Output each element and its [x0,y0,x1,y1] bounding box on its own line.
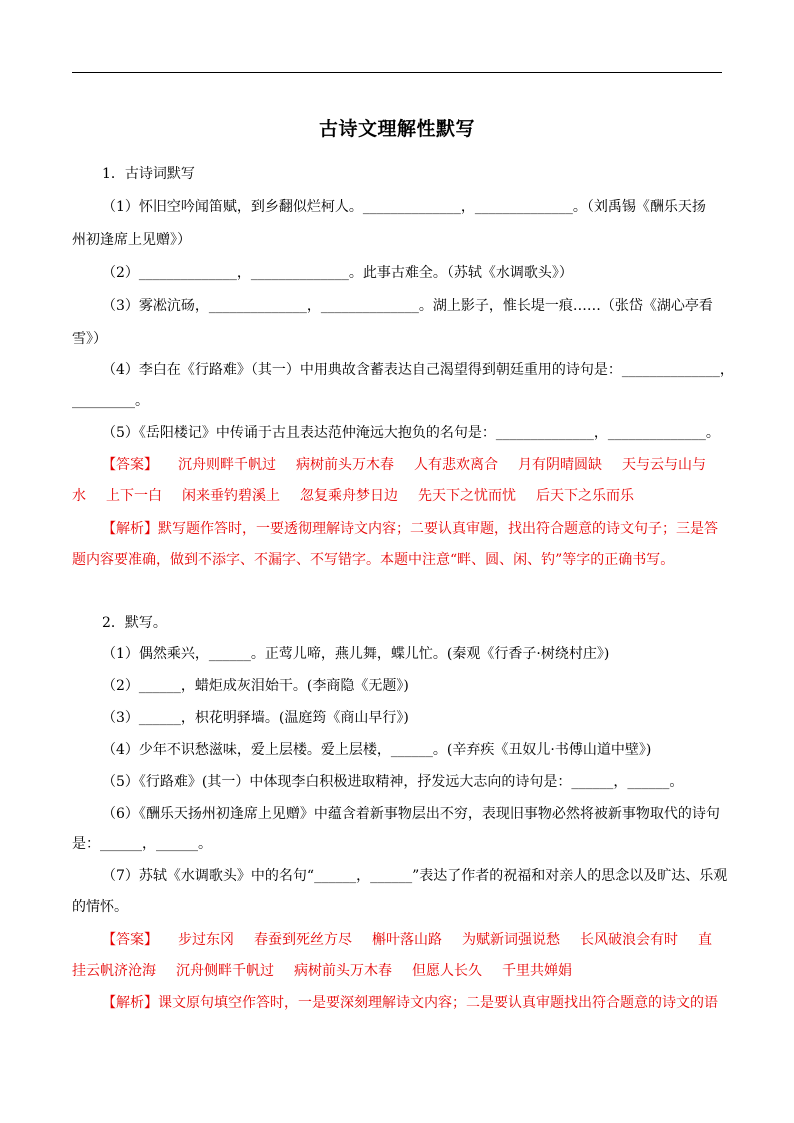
answer-item: 后天下之乐而乐 [536,488,634,504]
q1-item-5: （5）《岳阳楼记》中传诵于古且表达范仲淹远大抱负的名句是：______________，______________。 [102,425,720,441]
answer-item: 先天下之忧而忧 [418,488,516,504]
q2-item-2: （2）______，蜡炬成灰泪始干。(李商隐《无题》) [102,678,409,694]
header-rule [72,72,722,73]
q1-item-3-cont: 雪》） [72,331,107,347]
answer-item: 长风破浪会有时 [580,932,678,948]
q1-analysis-line-2: 题内容要准确，做到不添字、不漏字、不写错字。本题中注意“畔、圆、闲、钓”等字的正确书写。 [72,552,675,568]
answer-item: 挂云帆济沧海 [72,963,156,979]
q1-item-1: （1）怀旧空吟闻笛赋，到乡翻似烂柯人。______________，______________。（刘禹锡《酬乐天扬 [102,199,706,215]
q1-analysis-line [72,521,752,537]
answer-label: 【答案】 [102,457,158,473]
q1-item-4-cont: _________。 [72,393,149,409]
answer-item: 天与云与山与 [622,457,706,473]
answer-item: 为赋新词强说愁 [462,932,560,948]
answer-item: 月有阴晴圆缺 [518,457,602,473]
question-1-heading: 1．古诗词默写 [102,166,195,182]
q1-item-4: （4）李白在《行路难》（其一）中用典故含蓄表达自己渴望得到朝廷重用的诗句是：______________， [102,362,734,378]
answer-item: 忽复乘舟梦日边 [300,488,398,504]
answer-item: 水 [72,488,86,504]
answer-item: 但愿人长久 [412,963,482,979]
answer-item: 人有悲欢离合 [414,457,498,473]
answer-item: 步过东冈 [178,932,234,948]
analysis-text: 课文原句填空作答时，一是要深刻理解诗文内容；二是要认真审题找出符合题意的诗文的语 [158,995,718,1011]
q2-item-7-cont: 的情怀。 [72,899,128,915]
answer-item: 直 [698,932,712,948]
q2-item-5: （5）《行路难》(其一）中体现李白积极进取精神，抒发远大志向的诗句是：______，______。 [102,774,684,790]
answer-item: 病树前头万木春 [296,457,394,473]
q1-item-1-cont: 州初逢席上见赠》） [72,232,191,248]
answer-item: 病树前头万木春 [294,963,392,979]
q2-item-4: （4）少年不识愁滋味，爱上层楼。爱上层楼，______。(辛弃疾《丑奴儿·书傅山道中壁》) [102,742,652,758]
answer-item: 沉舟则畔千帆过 [178,457,276,473]
q2-item-1: （1）偶然乘兴，______。正莺儿啼，燕儿舞，蝶儿忙。(秦观《行香子·树绕村庄》) [102,646,610,662]
q1-answer-line-2 [72,488,722,504]
answer-item: 春蚕到死丝方尽 [254,932,352,948]
q2-analysis-line [72,995,752,1011]
q2-answer-line-2 [72,963,722,979]
answer-item: 上下一白 [106,488,162,504]
q2-answer-line [72,932,752,948]
analysis-text: 默写题作答时，一要透彻理解诗文内容；二要认真审题，找出符合题意的诗文句子；三是答 [158,521,718,537]
answer-item: 沉舟侧畔千帆过 [176,963,274,979]
answer-label: 【答案】 [102,932,158,948]
answer-item: 闲来垂钓碧溪上 [182,488,280,504]
q1-item-2: （2）______________，______________。此事古难全。（苏轼《水调歌头》） [102,265,573,281]
analysis-label: 【解析】 [102,521,158,537]
q2-item-7: （7）苏轼《水调歌头》中的名句“______，______”表达了作者的祝福和对亲人的思念以及旷达、乐观 [102,868,728,884]
q1-answer-line [72,457,752,473]
page-title: 古诗文理解性默写 [318,118,475,140]
answer-item: 槲叶落山路 [372,932,442,948]
q1-item-3: （3）雾凇沆砀，______________，______________。湖上影子，惟长堤一痕……（张岱《湖心亭看 [102,298,713,314]
q2-item-3: （3）______，枳花明驿墙。(温庭筠《商山早行》) [102,710,409,726]
q2-item-6: （6）《酬乐天扬州初逢席上见赠》中蕴含着新事物层出不穷，表现旧事物必然将被新事物取代的诗句 [102,806,720,822]
question-2-heading: 2．默写。 [102,615,167,631]
answer-item: 千里共婵娟 [502,963,572,979]
analysis-label: 【解析】 [102,995,158,1011]
q2-item-6-cont: 是：______，______。 [72,836,212,852]
